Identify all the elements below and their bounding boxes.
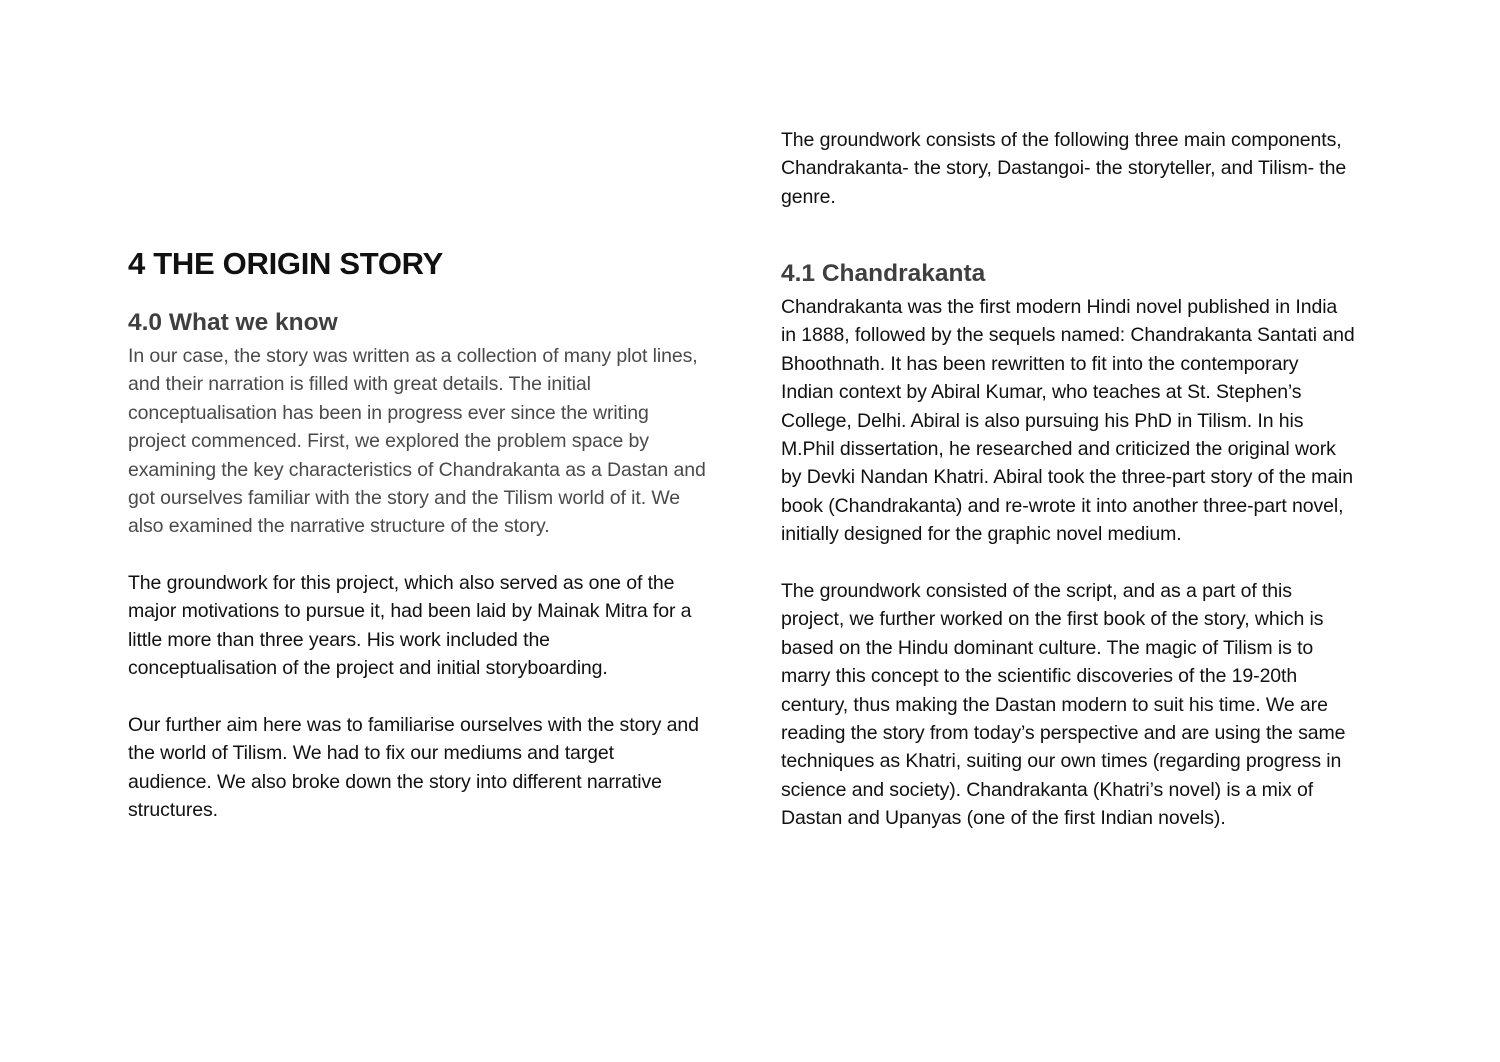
- paragraph-groundwork-script: [781, 577, 1381, 833]
- text-line: based on the Hindu dominant culture. The magic of Tilism is to: [781, 636, 1314, 659]
- text-line: project, we further worked on the first book of the story, which is: [781, 608, 1324, 631]
- text-line: the world of Tilism. We had to fix our mediums and target: [128, 742, 614, 765]
- text-line: conceptualisation has been in progress ever since the writing: [128, 401, 649, 424]
- text-line: little more than three years. His work included the: [128, 628, 550, 651]
- paragraph-chandrakanta-history: [781, 293, 1381, 549]
- section-title-chandrakanta: 4.1 Chandrakanta: [781, 260, 986, 287]
- paragraph-groundwork-history: [128, 569, 728, 683]
- text-line: The groundwork consisted of the script, and as a part of this: [781, 580, 1292, 602]
- text-line: marry this concept to the scientific discoveries of the 19-20th: [781, 665, 1298, 688]
- text-line: Dastan and Upanyas (one of the first Indian novels).: [781, 807, 1226, 830]
- text-line: The groundwork for this project, which also served as one of the: [128, 572, 675, 594]
- text-line: structures.: [128, 799, 218, 822]
- text-line: genre.: [781, 185, 836, 208]
- text-line: conceptualisation of the project and initial storyboarding.: [128, 657, 608, 680]
- text-line: techniques as Khatri, suiting our own times (regarding progress in: [781, 750, 1342, 773]
- chapter-title: 4 THE ORIGIN STORY: [128, 246, 443, 281]
- text-line: The groundwork consists of the following three main components,: [781, 129, 1342, 151]
- text-line: M.Phil dissertation, he researched and criticized the original work: [781, 438, 1336, 461]
- text-line: examining the key characteristics of Chandrakanta as a Dastan and: [128, 458, 706, 481]
- text-line: audience. We also broke down the story into different narrative: [128, 770, 662, 793]
- text-line: Chandrakanta was the first modern Hindi novel published in India: [781, 296, 1338, 318]
- text-line: science and society). Chandrakanta (Khatri’s novel) is a mix of: [781, 778, 1314, 801]
- text-line: also examined the narrative structure of the story.: [128, 515, 550, 538]
- paragraph-components-intro: [781, 126, 1381, 211]
- text-line: reading the story from today’s perspective and are using the same: [781, 722, 1346, 745]
- text-line: Indian context by Abiral Kumar, who teaches at St. Stephen’s: [781, 381, 1302, 404]
- text-line: College, Delhi. Abiral is also pursuing his PhD in Tilism. In his: [781, 409, 1304, 432]
- paragraph-what-we-know: [128, 342, 728, 541]
- text-line: project commenced. First, we explored the problem space by: [128, 430, 649, 453]
- section-title-what-we-know: 4.0 What we know: [128, 309, 338, 336]
- text-line: book (Chandrakanta) and re-wrote it into another three-part novel,: [781, 494, 1344, 517]
- text-line: got ourselves familiar with the story and the Tilism world of it. We: [128, 487, 681, 510]
- text-line: by Devki Nandan Khatri. Abiral took the three-part story of the main: [781, 466, 1353, 489]
- text-line: In our case, the story was written as a collection of many plot lines,: [128, 345, 698, 367]
- text-line: in 1888, followed by the sequels named: Chandrakanta Santati and: [781, 324, 1355, 347]
- text-line: Our further aim here was to familiarise ourselves with the story and: [128, 714, 699, 736]
- paragraph-further-aim: [128, 711, 728, 825]
- text-line: and their narration is filled with great details. The initial: [128, 373, 591, 396]
- text-line: century, thus making the Dastan modern to suit his time. We are: [781, 693, 1328, 716]
- text-line: Bhoothnath. It has been rewritten to fit into the contemporary: [781, 352, 1299, 375]
- text-line: major motivations to pursue it, had been laid by Mainak Mitra for a: [128, 600, 692, 623]
- text-line: Chandrakanta- the story, Dastangoi- the storyteller, and Tilism- the: [781, 157, 1347, 180]
- text-line: initially designed for the graphic novel medium.: [781, 523, 1182, 546]
